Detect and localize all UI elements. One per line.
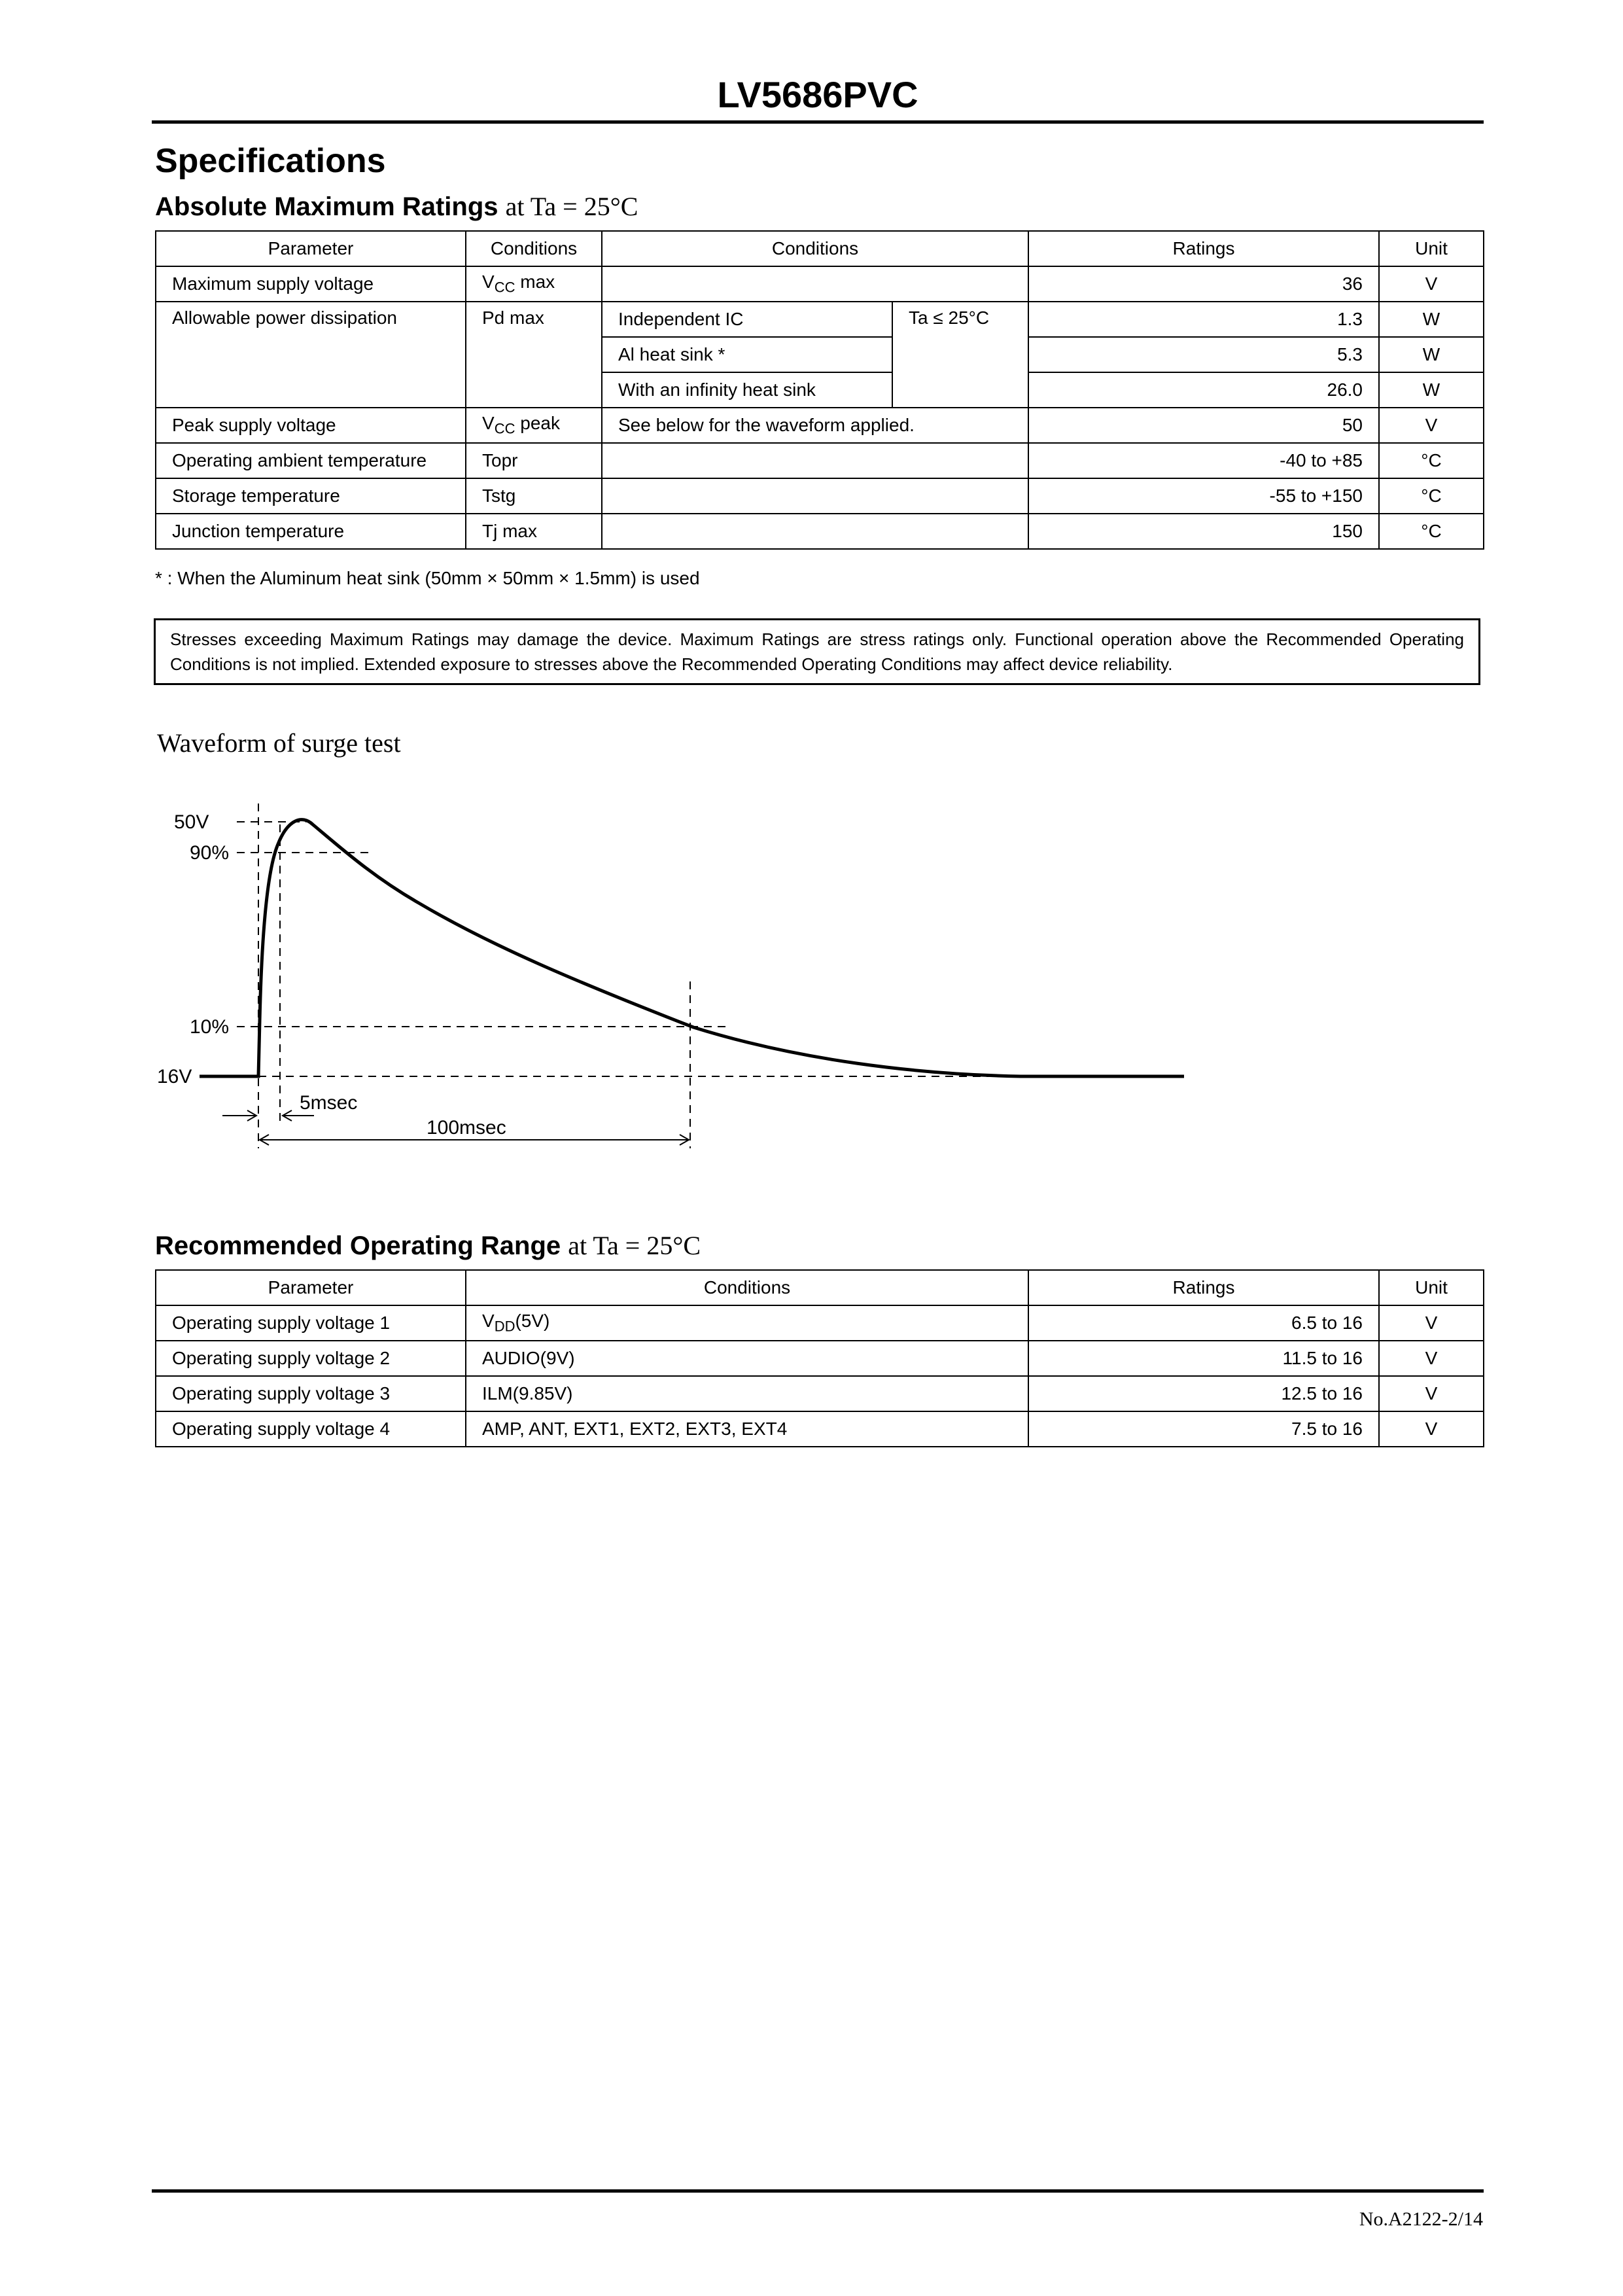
header-parameter: Parameter bbox=[156, 1270, 466, 1305]
symbol-cell: Pd max bbox=[466, 302, 602, 408]
rating-cell: 50 bbox=[1028, 408, 1379, 443]
waveform-curve bbox=[200, 820, 1184, 1076]
recommended-table bbox=[155, 1269, 1484, 1447]
table-row bbox=[156, 478, 1484, 514]
table-row bbox=[156, 266, 1484, 302]
header-ratings: Ratings bbox=[1028, 231, 1379, 266]
rating-cell: 6.5 to 16 bbox=[1028, 1305, 1379, 1341]
table-row bbox=[156, 1411, 1484, 1447]
symbol-cell: Tj max bbox=[466, 514, 602, 549]
parameter-cell: Operating supply voltage 1 bbox=[156, 1305, 466, 1341]
document-number: No.A2122-2/14 bbox=[1359, 2208, 1483, 2230]
abs-max-title: Absolute Maximum Ratings bbox=[155, 192, 498, 221]
abs-max-heading bbox=[155, 191, 638, 222]
header-rule bbox=[152, 120, 1484, 124]
table-row bbox=[156, 514, 1484, 549]
condition-cell bbox=[602, 266, 1028, 302]
header-symbol: Conditions bbox=[466, 231, 602, 266]
parameter-cell: Operating supply voltage 4 bbox=[156, 1411, 466, 1447]
condition-suffix: (5V) bbox=[515, 1311, 550, 1332]
header-ratings: Ratings bbox=[1028, 1270, 1379, 1305]
rating-cell: 12.5 to 16 bbox=[1028, 1376, 1379, 1411]
surge-waveform-diagram bbox=[0, 785, 1623, 1191]
unit-cell: V bbox=[1379, 1305, 1484, 1341]
waveform-title: Waveform of surge test bbox=[157, 728, 401, 758]
table-header-row bbox=[156, 1270, 1484, 1305]
header-unit: Unit bbox=[1379, 1270, 1484, 1305]
unit-cell: °C bbox=[1379, 478, 1484, 514]
parameter-cell: Peak supply voltage bbox=[156, 408, 466, 443]
recommended-title: Recommended Operating Range bbox=[155, 1231, 561, 1260]
label-10-percent: 10% bbox=[190, 1016, 230, 1038]
rating-cell: 26.0 bbox=[1028, 372, 1379, 408]
symbol-cell bbox=[466, 266, 602, 302]
rating-cell: 7.5 to 16 bbox=[1028, 1411, 1379, 1447]
header-parameter: Parameter bbox=[156, 231, 466, 266]
condition-cell: With an infinity heat sink bbox=[602, 372, 892, 408]
symbol-subscript: CC bbox=[494, 420, 515, 437]
stress-notice: Stresses exceeding Maximum Ratings may damage the device. Maximum Ratings are stress ratings only. Functional operation above the Recommended Operating Conditions is not implied. Extended exposure to stresses above the Recommended Operating Conditions may affect device reliability. bbox=[154, 618, 1480, 685]
unit-cell: V bbox=[1379, 1376, 1484, 1411]
ta-condition-cell: Ta ≤ 25°C bbox=[892, 302, 1028, 408]
footer-rule bbox=[152, 2189, 1484, 2193]
recommended-condition: at Ta = 25°C bbox=[568, 1231, 701, 1260]
label-16v: 16V bbox=[157, 1066, 192, 1087]
label-5msec: 5msec bbox=[300, 1092, 358, 1114]
condition-text: V bbox=[482, 1311, 495, 1332]
label-90-percent: 90% bbox=[190, 842, 230, 864]
section-title: Specifications bbox=[155, 142, 386, 180]
unit-cell: W bbox=[1379, 337, 1484, 372]
unit-cell: °C bbox=[1379, 514, 1484, 549]
table-header-row bbox=[156, 231, 1484, 266]
parameter-cell: Allowable power dissipation bbox=[156, 302, 466, 408]
rating-cell: -40 to +85 bbox=[1028, 443, 1379, 478]
heat-sink-footnote: * : When the Aluminum heat sink (50mm × 50mm × 1.5mm) is used bbox=[155, 568, 700, 588]
unit-cell: W bbox=[1379, 302, 1484, 337]
recommended-heading bbox=[155, 1230, 701, 1261]
condition-subscript: DD bbox=[494, 1318, 515, 1335]
condition-cell: See below for the waveform applied. bbox=[602, 408, 1028, 443]
rating-cell: 150 bbox=[1028, 514, 1379, 549]
rating-cell: 1.3 bbox=[1028, 302, 1379, 337]
parameter-cell: Operating supply voltage 2 bbox=[156, 1341, 466, 1376]
parameter-cell: Operating supply voltage 3 bbox=[156, 1376, 466, 1411]
table-row bbox=[156, 302, 1484, 337]
condition-cell bbox=[602, 478, 1028, 514]
label-100msec: 100msec bbox=[427, 1117, 506, 1139]
rating-cell: -55 to +150 bbox=[1028, 478, 1379, 514]
parameter-cell: Maximum supply voltage bbox=[156, 266, 466, 302]
condition-cell: AUDIO(9V) bbox=[466, 1341, 1028, 1376]
header-unit: Unit bbox=[1379, 231, 1484, 266]
symbol-cell bbox=[466, 408, 602, 443]
condition-cell: ILM(9.85V) bbox=[466, 1376, 1028, 1411]
rating-cell: 36 bbox=[1028, 266, 1379, 302]
abs-max-condition: at Ta = 25°C bbox=[505, 192, 638, 221]
parameter-cell: Storage temperature bbox=[156, 478, 466, 514]
symbol-text: V bbox=[482, 272, 495, 292]
label-50v: 50V bbox=[174, 811, 209, 833]
unit-cell: W bbox=[1379, 372, 1484, 408]
table-row bbox=[156, 1376, 1484, 1411]
table-row bbox=[156, 408, 1484, 443]
table-row bbox=[156, 443, 1484, 478]
rating-cell: 5.3 bbox=[1028, 337, 1379, 372]
unit-cell: V bbox=[1379, 408, 1484, 443]
header-conditions: Conditions bbox=[602, 231, 1028, 266]
symbol-cell: Topr bbox=[466, 443, 602, 478]
unit-cell: V bbox=[1379, 1411, 1484, 1447]
rating-cell: 11.5 to 16 bbox=[1028, 1341, 1379, 1376]
parameter-cell: Operating ambient temperature bbox=[156, 443, 466, 478]
part-number-title: LV5686PVC bbox=[717, 74, 918, 115]
symbol-text: V bbox=[482, 413, 495, 434]
symbol-cell: Tstg bbox=[466, 478, 602, 514]
condition-cell bbox=[602, 514, 1028, 549]
condition-cell: Independent IC bbox=[602, 302, 892, 337]
symbol-subscript: CC bbox=[494, 279, 515, 296]
unit-cell: °C bbox=[1379, 443, 1484, 478]
condition-cell: AMP, ANT, EXT1, EXT2, EXT3, EXT4 bbox=[466, 1411, 1028, 1447]
condition-cell: Al heat sink * bbox=[602, 337, 892, 372]
symbol-suffix: peak bbox=[515, 413, 560, 434]
header-conditions: Conditions bbox=[466, 1270, 1028, 1305]
parameter-cell: Junction temperature bbox=[156, 514, 466, 549]
symbol-suffix: max bbox=[515, 272, 555, 292]
condition-cell bbox=[466, 1305, 1028, 1341]
abs-max-table bbox=[155, 230, 1484, 550]
condition-cell bbox=[602, 443, 1028, 478]
table-row bbox=[156, 1341, 1484, 1376]
table-row bbox=[156, 1305, 1484, 1341]
unit-cell: V bbox=[1379, 266, 1484, 302]
unit-cell: V bbox=[1379, 1341, 1484, 1376]
